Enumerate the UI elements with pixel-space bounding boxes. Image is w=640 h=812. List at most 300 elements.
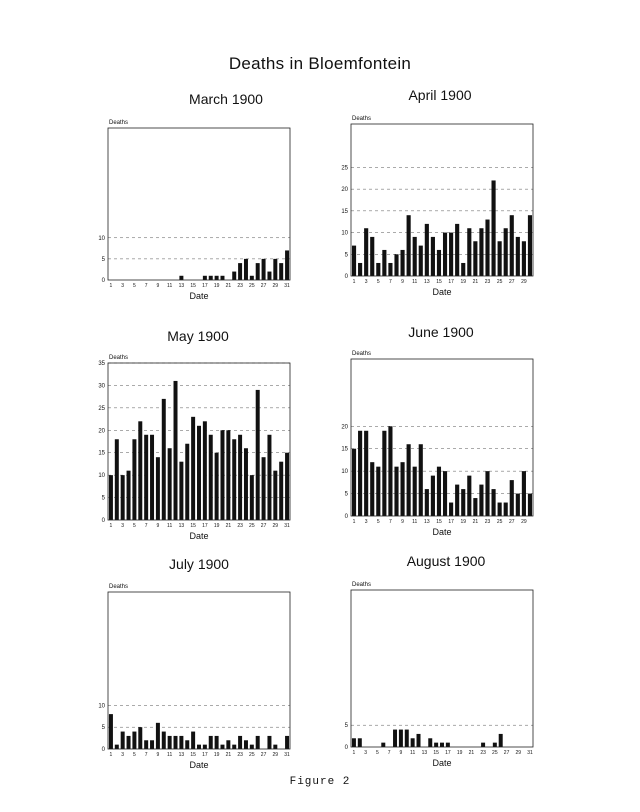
bar-day-4 [127,736,131,749]
bar-day-16 [443,471,447,516]
bar-day-30 [279,462,283,520]
x-axis-label: Date [432,287,452,297]
x-tick-label: 15 [190,523,196,529]
y-tick-label: 25 [341,165,348,172]
bar-day-1 [352,246,356,276]
y-axis-label: Deaths [352,351,372,357]
x-tick-label: 29 [521,519,527,525]
chart-panel-4 [341,324,533,537]
y-tick-label: 5 [344,491,348,498]
bar-day-20 [220,745,224,749]
bar-day-19 [461,489,465,516]
x-tick-label: 15 [190,752,196,758]
bar-day-8 [393,730,397,747]
x-tick-label: 15 [190,283,196,289]
x-tick-label: 27 [260,523,267,529]
bar-day-28 [516,494,520,516]
plot-frame [108,128,290,280]
y-tick-label: 5 [344,252,348,259]
chart-panel-2 [341,87,533,297]
x-tick-label: 13 [424,279,430,285]
x-axis-label: Date [189,531,209,541]
bar-day-23 [485,471,489,516]
y-axis-label: Deaths [352,116,372,122]
page-title: Deaths in Bloemfontein [228,54,412,73]
bar-day-21 [473,241,477,276]
bar-day-2 [115,745,119,749]
bar-day-28 [267,736,271,749]
x-tick-label: 23 [484,519,491,525]
x-tick-label: 21 [472,519,479,525]
bar-day-13 [179,276,183,280]
x-tick-label: 1 [352,279,356,285]
bar-day-24 [492,489,496,516]
x-tick-label: 31 [284,523,290,529]
bar-day-23 [238,263,242,280]
y-tick-label: 10 [341,230,348,237]
x-tick-label: 27 [508,519,515,525]
bar-day-5 [376,467,380,516]
y-tick-label: 15 [341,446,348,453]
x-tick-label: 17 [448,279,454,285]
bar-day-8 [394,467,398,516]
y-tick-label: 10 [98,703,105,710]
bar-day-30 [279,263,283,280]
bar-day-21 [473,498,477,516]
plot-frame [108,592,290,749]
bar-day-5 [132,732,136,749]
bar-day-9 [401,462,405,516]
x-tick-label: 11 [410,750,416,756]
bar-day-18 [455,485,459,516]
bar-day-26 [256,736,260,749]
bar-day-22 [479,228,483,276]
x-tick-label: 3 [121,752,125,758]
x-tick-label: 9 [399,750,403,756]
bar-day-9 [401,250,405,276]
x-tick-label: 1 [352,750,356,756]
bar-day-14 [431,476,435,516]
x-tick-label: 1 [109,283,113,289]
x-tick-label: 11 [412,279,418,285]
y-axis-label: Deaths [109,355,129,361]
x-tick-label: 3 [364,279,368,285]
y-tick-label: 10 [98,235,105,242]
bar-day-23 [238,435,242,520]
x-tick-label: 23 [237,283,243,289]
bar-day-17 [203,421,207,520]
bar-day-3 [364,431,368,516]
bar-day-22 [232,272,236,280]
bar-day-9 [156,457,160,520]
bar-day-11 [413,237,417,276]
x-axis-label: Date [189,760,209,770]
bar-day-30 [528,215,532,276]
bar-day-18 [209,736,213,749]
bar-day-26 [504,503,508,516]
x-tick-label: 27 [260,283,267,289]
bar-day-23 [238,736,242,749]
x-tick-label: 11 [167,283,173,289]
y-tick-label: 0 [101,278,105,284]
bar-day-31 [285,453,289,520]
y-axis-label: Deaths [352,582,372,588]
bar-day-27 [510,480,514,516]
bar-day-16 [443,233,447,276]
y-tick-label: 10 [341,469,348,476]
x-tick-label: 5 [376,750,379,756]
bar-day-15 [437,467,441,516]
bar-day-7 [144,435,148,520]
bar-day-27 [262,457,266,520]
bar-day-22 [479,485,483,516]
bar-day-29 [522,471,526,516]
x-tick-label: 1 [109,752,113,758]
bar-day-24 [492,180,496,276]
bar-day-20 [467,228,471,276]
x-tick-label: 3 [364,750,368,756]
bar-day-27 [510,215,514,276]
bar-day-19 [215,453,219,520]
bar-day-25 [498,241,502,276]
x-tick-label: 25 [492,750,498,756]
bar-day-9 [156,723,160,749]
x-tick-label: 31 [284,283,290,289]
bar-day-25 [498,503,502,516]
bar-day-15 [191,417,195,520]
bar-day-1 [352,449,356,516]
x-tick-label: 21 [472,279,479,285]
bar-day-3 [121,732,125,749]
x-tick-label: 5 [133,752,136,758]
bar-day-6 [381,743,385,747]
bar-day-21 [226,740,230,749]
bar-day-2 [358,263,362,276]
bar-day-29 [522,241,526,276]
x-tick-label: 15 [433,750,439,756]
bar-day-16 [197,745,201,749]
bar-day-10 [162,732,166,749]
x-tick-label: 21 [225,523,232,529]
x-tick-label: 21 [225,752,232,758]
chart-panel-6 [345,553,533,768]
bar-day-10 [162,399,166,520]
x-tick-label: 27 [508,279,515,285]
y-tick-label: 0 [101,747,105,753]
x-tick-label: 19 [213,752,220,758]
bar-day-2 [358,431,362,516]
x-tick-label: 27 [503,750,510,756]
y-tick-label: 10 [98,473,105,480]
y-axis-label: Deaths [109,584,129,590]
x-tick-label: 29 [272,523,279,529]
bar-day-20 [467,476,471,516]
x-tick-label: 11 [167,752,173,758]
x-tick-label: 1 [352,519,356,525]
bar-day-7 [144,740,148,749]
bar-day-18 [455,224,459,276]
chart-panel-3 [98,328,290,541]
x-tick-label: 3 [121,523,125,529]
x-tick-label: 7 [144,752,148,758]
bar-day-16 [440,743,444,747]
x-tick-label: 17 [202,752,208,758]
x-tick-label: 9 [156,283,160,289]
x-tick-label: 27 [260,752,267,758]
chart-panel-1 [98,91,290,301]
x-tick-label: 5 [376,519,380,525]
bar-day-17 [203,745,207,749]
x-tick-label: 23 [480,750,486,756]
x-tick-label: 17 [202,523,208,529]
bar-day-5 [132,439,136,520]
x-tick-label: 5 [376,279,380,285]
bar-day-28 [267,272,271,280]
y-tick-label: 20 [98,428,105,435]
bar-day-6 [382,250,386,276]
bar-day-19 [215,736,219,749]
bar-day-14 [185,740,189,749]
bar-day-6 [382,431,386,516]
bar-day-11 [413,467,417,516]
figure-caption: Figure 2 [289,776,351,788]
x-axis-label: Date [432,527,452,537]
y-tick-label: 5 [101,725,105,732]
x-tick-label: 25 [249,283,255,289]
bar-day-28 [267,435,271,520]
bar-day-27 [262,259,266,280]
bar-day-4 [127,471,131,520]
bar-day-18 [209,276,213,280]
bar-day-2 [115,439,119,520]
x-tick-label: 13 [424,519,430,525]
x-tick-label: 13 [178,283,185,289]
x-tick-label: 19 [456,750,463,756]
x-tick-label: 7 [144,523,148,529]
bar-day-7 [388,426,392,516]
bar-day-15 [191,732,195,749]
bar-day-8 [394,254,398,276]
bar-day-12 [417,734,421,747]
x-tick-label: 11 [412,519,418,525]
bar-day-26 [256,390,260,520]
x-tick-label: 25 [249,752,255,758]
chart-panel-5 [98,556,290,770]
bar-day-4 [370,237,374,276]
x-tick-label: 13 [178,523,185,529]
bar-day-6 [138,421,142,520]
bar-day-31 [285,736,289,749]
x-tick-label: 11 [167,523,173,529]
bar-day-7 [388,263,392,276]
bar-day-29 [273,259,277,280]
bar-day-22 [232,439,236,520]
x-tick-label: 29 [515,750,522,756]
bar-day-9 [399,730,403,747]
x-tick-label: 19 [213,283,220,289]
bar-day-29 [273,745,277,749]
bar-day-13 [179,736,183,749]
bar-day-8 [150,740,154,749]
x-tick-label: 19 [460,519,467,525]
x-tick-label: 25 [249,523,255,529]
bar-day-1 [109,714,113,749]
x-tick-label: 31 [527,750,533,756]
bar-day-8 [150,435,154,520]
bar-day-25 [250,745,254,749]
x-axis-label: Date [432,758,452,768]
y-axis-label: Deaths [109,120,129,126]
bar-day-24 [244,740,248,749]
x-tick-label: 21 [468,750,475,756]
bar-day-10 [405,730,409,747]
x-tick-label: 15 [436,279,442,285]
bar-day-25 [250,475,254,520]
y-tick-label: 30 [98,383,105,390]
y-tick-label: 0 [344,745,348,751]
chart-title: August 1900 [406,553,486,569]
bar-day-14 [428,738,432,747]
x-tick-label: 9 [401,279,404,285]
bar-day-5 [376,263,380,276]
bar-day-6 [138,727,142,749]
bar-day-13 [179,462,183,520]
y-tick-label: 0 [101,518,105,524]
y-tick-label: 5 [344,723,348,730]
bar-day-31 [285,250,289,280]
bar-day-10 [407,444,411,516]
x-tick-label: 29 [272,283,279,289]
bar-day-20 [220,430,224,520]
x-tick-label: 13 [178,752,185,758]
x-axis-label: Date [189,291,209,301]
y-tick-label: 15 [341,208,348,215]
x-tick-label: 31 [284,752,290,758]
x-tick-label: 9 [156,752,160,758]
bar-day-13 [425,489,429,516]
bar-day-22 [232,745,236,749]
bar-day-20 [220,276,224,280]
x-tick-label: 23 [484,279,491,285]
bar-day-14 [431,237,435,276]
bar-day-1 [352,738,356,747]
x-tick-label: 25 [496,519,503,525]
x-tick-label: 1 [109,523,113,529]
y-tick-label: 0 [344,274,348,280]
y-tick-label: 25 [98,405,105,412]
x-tick-label: 19 [213,523,220,529]
x-tick-label: 19 [460,279,467,285]
chart-title: March 1900 [189,91,263,107]
bar-day-21 [226,430,230,520]
bar-day-17 [449,233,453,276]
bar-day-26 [504,228,508,276]
x-tick-label: 21 [225,283,232,289]
bar-day-12 [174,736,178,749]
x-tick-label: 15 [436,519,442,525]
bar-day-17 [449,503,453,516]
x-tick-label: 5 [133,283,136,289]
bar-day-25 [493,743,497,747]
chart-title: April 1900 [408,87,472,103]
bar-day-15 [434,743,438,747]
x-tick-label: 29 [521,279,527,285]
y-tick-label: 20 [341,424,348,431]
bar-day-28 [516,237,520,276]
y-tick-label: 35 [98,361,105,367]
x-tick-label: 7 [387,750,391,756]
x-tick-label: 3 [121,283,125,289]
bar-day-17 [203,276,207,280]
x-tick-label: 29 [272,752,279,758]
y-tick-label: 15 [98,450,105,457]
bar-day-10 [407,215,411,276]
bar-day-30 [528,494,532,516]
bar-day-12 [174,381,178,520]
chart-title: May 1900 [167,328,229,344]
x-tick-label: 23 [237,523,243,529]
bar-day-24 [244,259,248,280]
x-tick-label: 9 [401,519,404,525]
x-tick-label: 3 [364,519,368,525]
x-tick-label: 7 [144,283,148,289]
x-tick-label: 25 [496,279,503,285]
chart-title: June 1900 [408,324,474,340]
y-tick-label: 20 [341,187,348,194]
bar-day-15 [437,250,441,276]
bar-day-26 [256,263,260,280]
bar-day-18 [209,435,213,520]
x-tick-label: 17 [445,750,451,756]
bar-day-17 [446,743,450,747]
bar-day-11 [168,736,172,749]
x-tick-label: 23 [237,752,243,758]
bar-day-3 [121,475,125,520]
x-tick-label: 5 [133,523,136,529]
bar-day-3 [364,228,368,276]
bar-day-12 [419,246,423,276]
chart-title: July 1900 [169,556,229,572]
x-tick-label: 17 [448,519,454,525]
bar-day-23 [485,220,489,276]
bar-day-25 [250,276,254,280]
x-tick-label: 7 [389,279,392,285]
bar-day-16 [197,426,201,520]
bar-day-19 [461,263,465,276]
y-tick-label: 5 [101,256,105,263]
x-tick-label: 9 [156,523,160,529]
bar-day-12 [419,444,423,516]
y-tick-label: 0 [344,514,348,520]
bar-day-13 [425,224,429,276]
bar-day-2 [358,738,362,747]
plot-frame [351,590,533,747]
bar-day-19 [215,276,219,280]
y-tick-label: 5 [101,495,105,502]
bar-day-29 [273,471,277,520]
x-tick-label: 17 [202,283,208,289]
bar-day-26 [499,734,503,747]
bar-day-23 [481,743,485,747]
bar-day-1 [109,475,113,520]
bar-day-14 [185,444,189,520]
x-tick-label: 13 [421,750,428,756]
bar-day-24 [244,448,248,520]
bar-day-11 [411,738,415,747]
x-tick-label: 7 [389,519,392,525]
bar-day-11 [168,448,172,520]
bar-day-4 [370,462,374,516]
